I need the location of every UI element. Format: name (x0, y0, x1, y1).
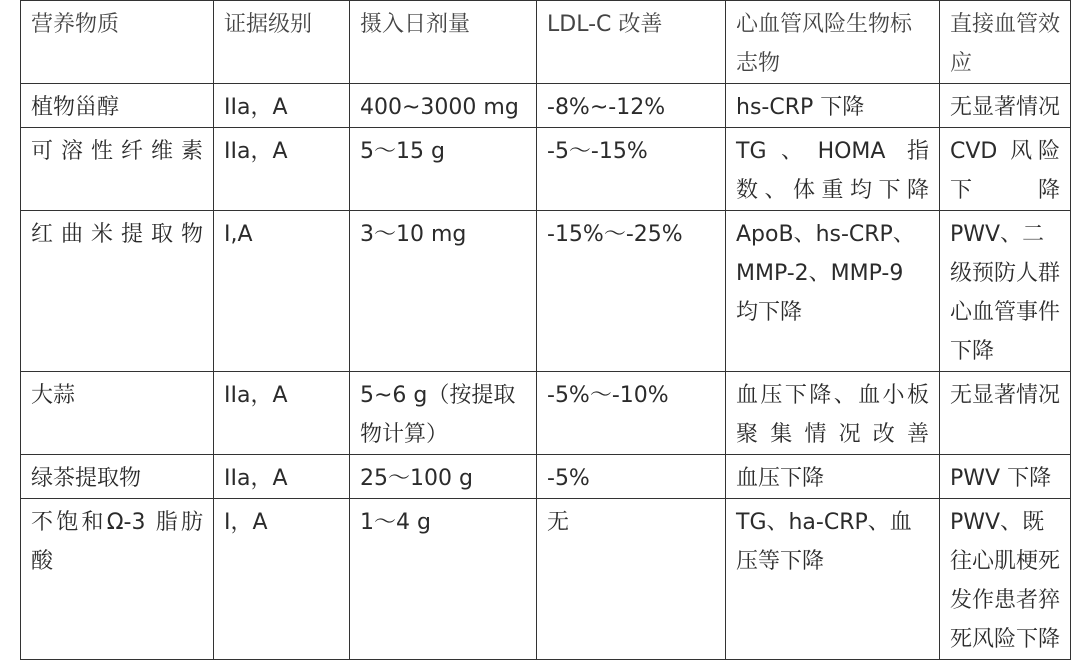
cell-nutrient: 可溶性纤维素 (21, 128, 214, 211)
table-row (21, 84, 1071, 128)
cell-daily-dose: 400~3000 mg (350, 84, 537, 128)
cell-nutrient: 红曲米提取物 (21, 211, 214, 372)
cell-cv-risk-biomarkers: 血压下降、血小板聚集情况改善 (726, 372, 940, 455)
cell-ldl-improvement: 无 (537, 499, 726, 660)
nutrient-evidence-table-container (20, 0, 1071, 660)
cell-daily-dose: 25～100 g (350, 455, 537, 499)
cell-cv-risk-biomarkers: hs-CRP 下降 (726, 84, 940, 128)
cell-nutrient: 不饱和Ω-3 脂肪酸 (21, 499, 214, 660)
table-row (21, 455, 1071, 499)
cell-nutrient: 植物甾醇 (21, 84, 214, 128)
cell-ldl-improvement: -5～-15% (537, 128, 726, 211)
cell-direct-vascular-effect: PWV 下降 (940, 455, 1071, 499)
header-ldl-improvement: LDL-C 改善 (537, 1, 726, 84)
header-nutrient: 营养物质 (21, 1, 214, 84)
cell-direct-vascular-effect: PWV、既往心肌梗死发作患者猝死风险下降 (940, 499, 1071, 660)
cell-ldl-improvement: -8%~-12% (537, 84, 726, 128)
cell-direct-vascular-effect: PWV、二级预防人群心血管事件下降 (940, 211, 1071, 372)
cell-evidence-level: I,A (214, 211, 350, 372)
cell-evidence-level: IIa，A (214, 455, 350, 499)
cell-daily-dose: 3～10 mg (350, 211, 537, 372)
cell-direct-vascular-effect: 无显著情况 (940, 84, 1071, 128)
table-header-row (21, 1, 1071, 84)
cell-cv-risk-biomarkers: ApoB、hs-CRP、MMP-2、MMP-9 均下降 (726, 211, 940, 372)
header-cv-risk-biomarkers: 心血管风险生物标志物 (726, 1, 940, 84)
cell-evidence-level: I，A (214, 499, 350, 660)
cell-evidence-level: IIa，A (214, 372, 350, 455)
table-row (21, 211, 1071, 372)
table-row (21, 128, 1071, 211)
cell-nutrient: 大蒜 (21, 372, 214, 455)
header-daily-dose: 摄入日剂量 (350, 1, 537, 84)
cell-evidence-level: IIa，A (214, 84, 350, 128)
cell-ldl-improvement: -5% (537, 455, 726, 499)
cell-direct-vascular-effect: CVD 风险下降 (940, 128, 1071, 211)
header-evidence-level: 证据级别 (214, 1, 350, 84)
nutrient-evidence-table (20, 0, 1071, 660)
cell-nutrient: 绿茶提取物 (21, 455, 214, 499)
header-direct-vascular-effect: 直接血管效应 (940, 1, 1071, 84)
cell-direct-vascular-effect: 无显著情况 (940, 372, 1071, 455)
cell-cv-risk-biomarkers: TG、HOMA 指数、体重均下降 (726, 128, 940, 211)
cell-daily-dose: 1～4 g (350, 499, 537, 660)
table-row (21, 372, 1071, 455)
cell-evidence-level: IIa，A (214, 128, 350, 211)
cell-ldl-improvement: -5%～-10% (537, 372, 726, 455)
cell-cv-risk-biomarkers: 血压下降 (726, 455, 940, 499)
cell-daily-dose: 5～15 g (350, 128, 537, 211)
cell-ldl-improvement: -15%～-25% (537, 211, 726, 372)
cell-cv-risk-biomarkers: TG、ha-CRP、血压等下降 (726, 499, 940, 660)
table-row (21, 499, 1071, 660)
cell-daily-dose: 5~6 g（按提取物计算） (350, 372, 537, 455)
